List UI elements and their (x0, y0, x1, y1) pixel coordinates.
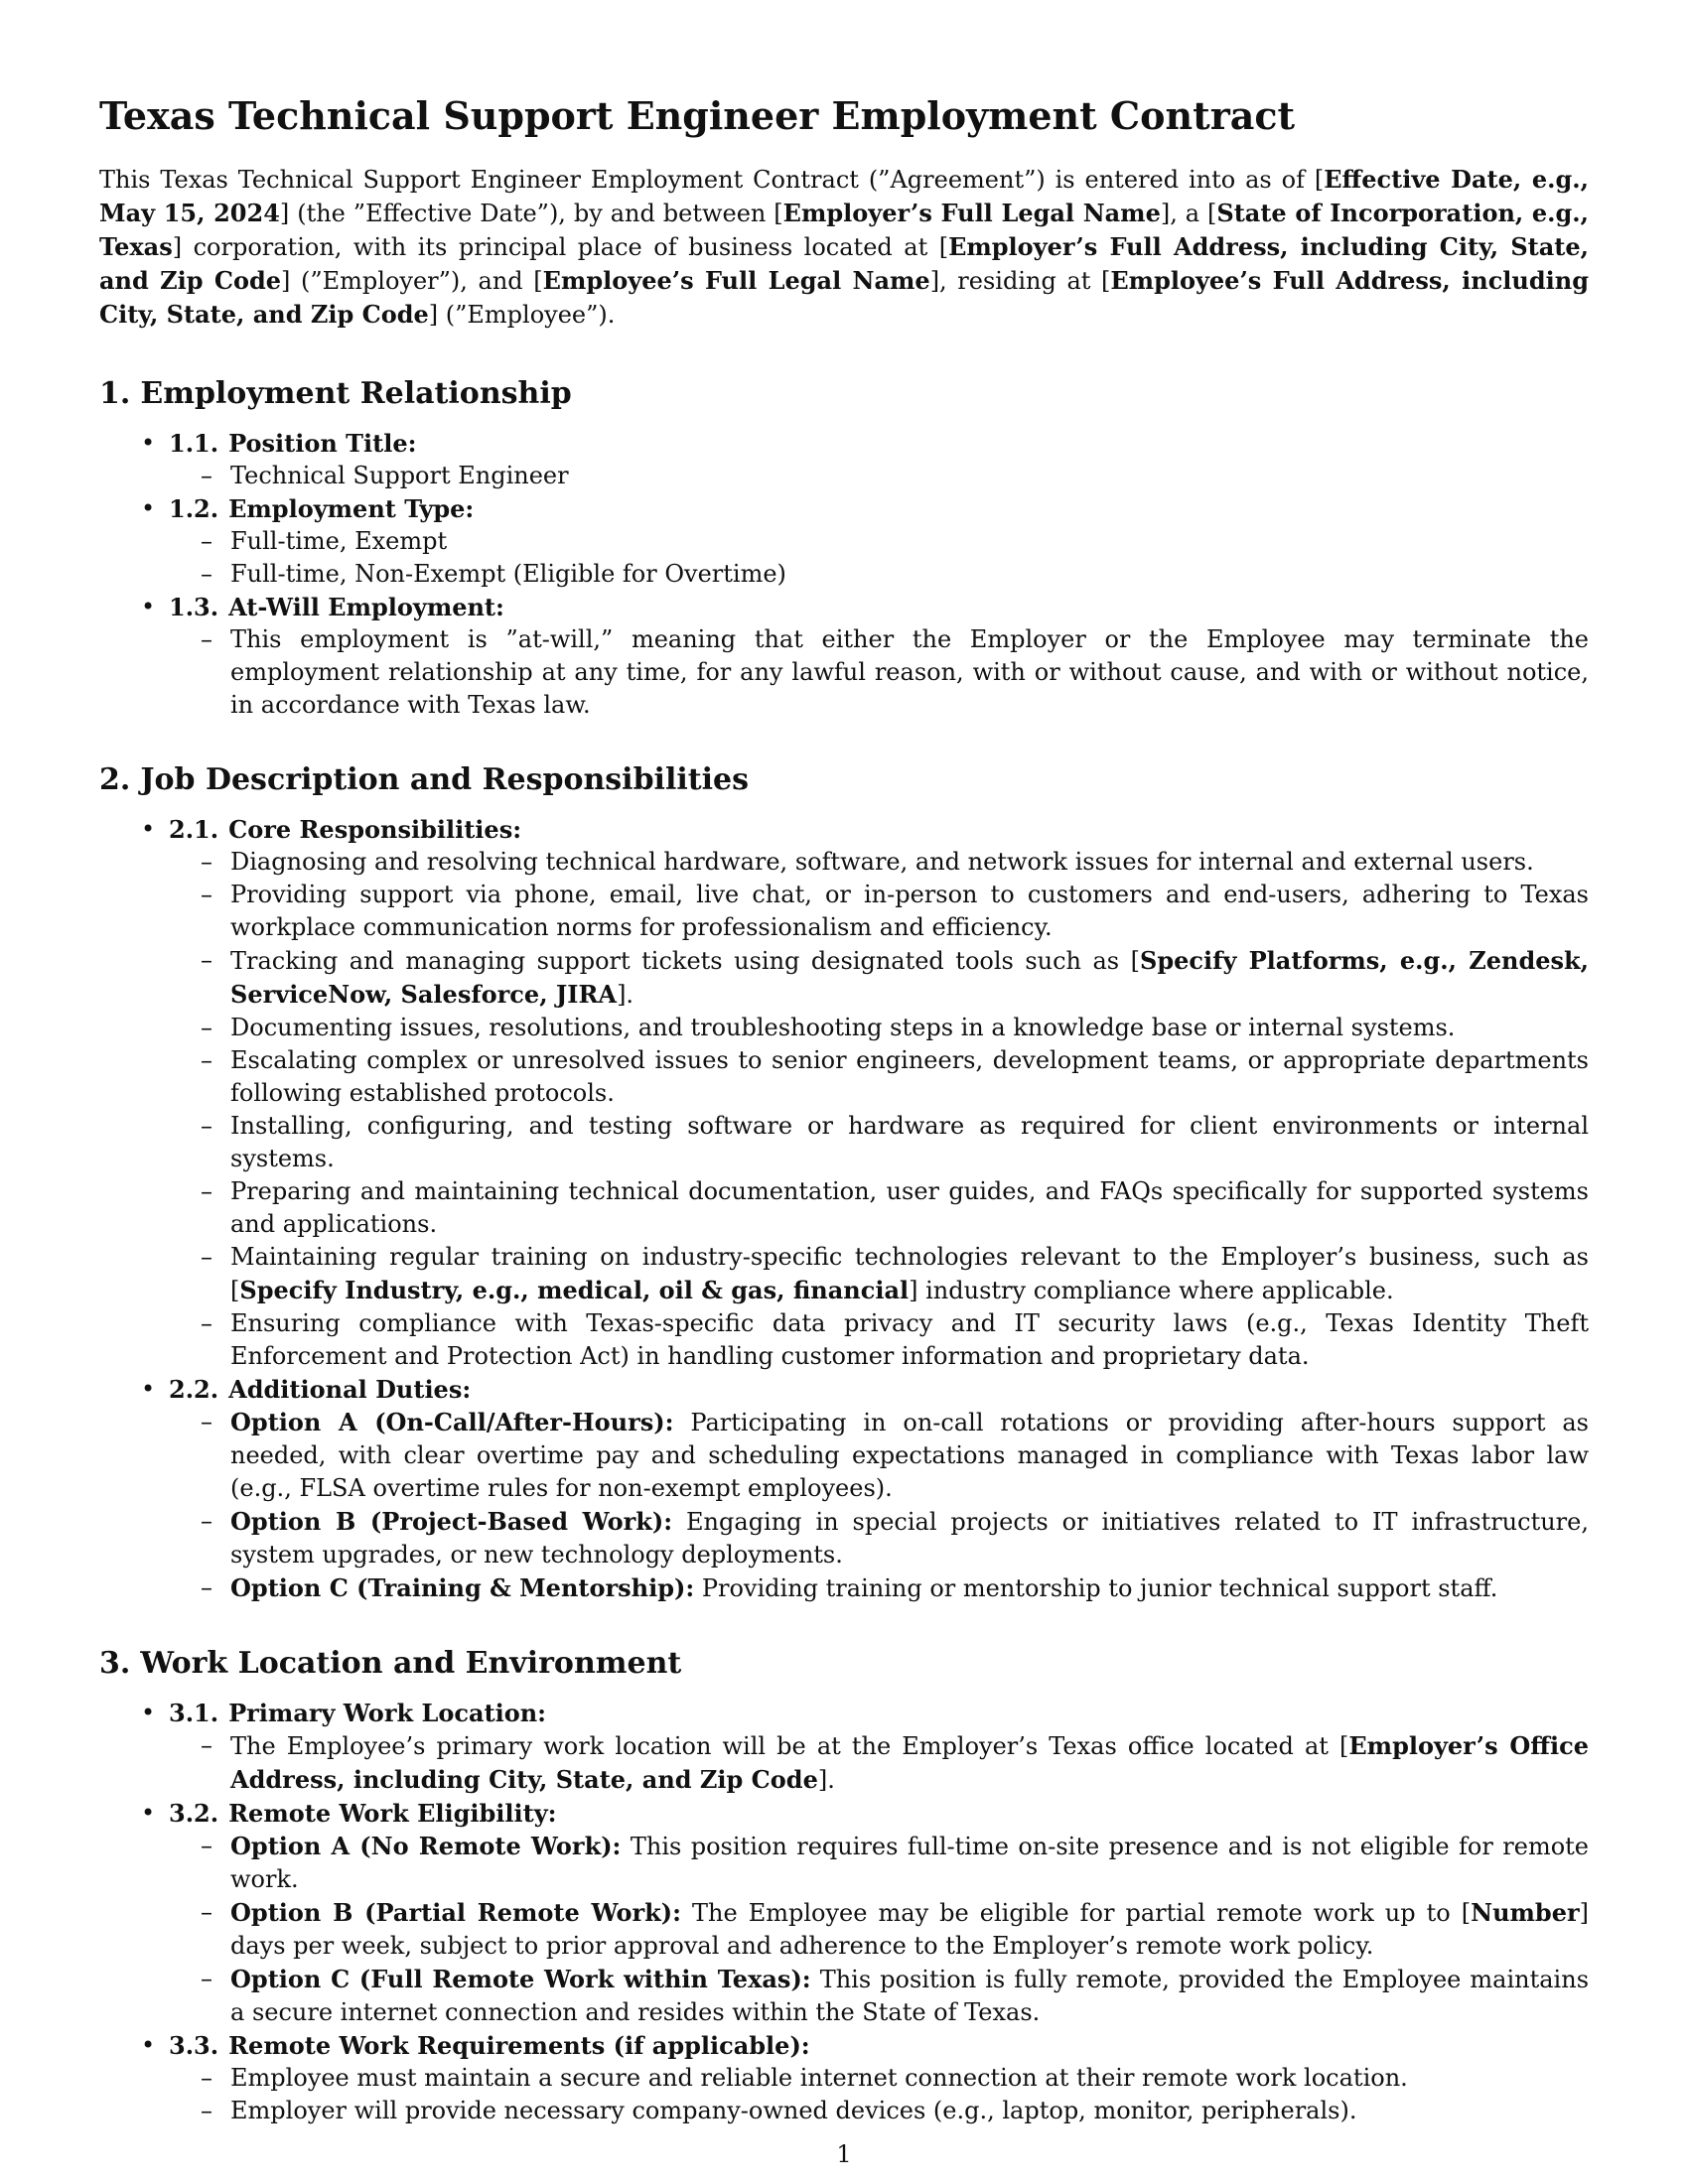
text-run: Technical Support Engineer (230, 462, 569, 489)
subclause-item (201, 879, 1589, 944)
clause-number: 3.2. (169, 1799, 219, 1828)
text-run: Ensuring compliance with Texas-specific data privacy and IT security laws (e.g., Texas Identity Theft Enforcement and Protection Act) in handling customer information and proprietary data. (230, 1309, 1589, 1370)
subclause-list (169, 1406, 1589, 1605)
bold-text: Option A (No Remote Work): (230, 1832, 622, 1860)
section-title: Work Location and Environment (140, 1646, 682, 1681)
clause-title (169, 1797, 1589, 1830)
subclause-item (201, 1896, 1589, 1963)
text-run: ] (”Employer”), and [ (281, 267, 543, 295)
document-page (99, 79, 1589, 2167)
subclause-item (201, 1963, 1589, 2029)
bold-text: Specify Industry, e.g., medical, oil & gas, financial (239, 1276, 910, 1304)
subclause-item (201, 525, 1589, 558)
clause-number: 3.1. (169, 1699, 219, 1727)
clause-title (169, 591, 1589, 623)
text-run: Providing training or mentorship to junior technical support staff. (694, 1574, 1498, 1602)
text-run: This employment is ”at-will,” meaning that either the Employer or the Employee may terminate the employment relationship at any time, for any lawful reason, with or without cause, and with or without notice, in accordance with Texas law. (230, 625, 1589, 719)
section-number: 3. (99, 1646, 131, 1681)
text-run: This position is fully remote, provided the Employee maintains a secure internet connection and resides within the State of Texas. (230, 1966, 1590, 2026)
text-run: Employee must maintain a secure and reliable internet connection at their remote work location. (230, 2064, 1408, 2092)
page-number: 1 (836, 2140, 852, 2168)
clause-item (135, 2029, 1589, 2127)
clause-item (135, 1697, 1589, 1797)
section-number: 1. (99, 376, 131, 411)
subclause-item (201, 1307, 1589, 1373)
section-3 (99, 1645, 1589, 2127)
text-run: Documenting issues, resolutions, and troubleshooting steps in a knowledge base or internal systems. (230, 1014, 1456, 1041)
text-run: ] corporation, with its principal place of business located at [ (172, 233, 949, 261)
intro-paragraph (99, 163, 1589, 332)
bold-text: Option A (On-Call/After-Hours): (230, 1408, 674, 1436)
bold-text: Option C (Full Remote Work within Texas): (230, 1965, 811, 1993)
bold-text: Employee’s Full Legal Name (542, 266, 930, 295)
clause-item (135, 1797, 1589, 2029)
clause-number: 1.2. (169, 494, 219, 523)
text-run: Escalating complex or unresolved issues to senior engineers, development teams, or appropriate departments following established protocols. (230, 1046, 1589, 1107)
text-run: Full-time, Non-Exempt (Eligible for Overtime) (230, 560, 786, 588)
text-run: Installing, configuring, and testing software or hardware as required for client environments or internal systems. (230, 1112, 1589, 1172)
clause-title (169, 1697, 1589, 1729)
text-run: This Texas Technical Support Engineer Employment Contract (”Agreement”) is entered into as of [ (99, 166, 1325, 194)
bold-text: Number (1471, 1898, 1580, 1927)
clause-number: 2.1. (169, 815, 219, 844)
subclause-list (169, 525, 1589, 591)
text-run: Employer will provide necessary company-owned devices (e.g., laptop, monitor, peripherals). (230, 2097, 1357, 2124)
subclause-item (201, 1044, 1589, 1110)
clause-item (135, 427, 1589, 492)
clause-title (169, 492, 1589, 525)
subclause-item (201, 1012, 1589, 1044)
text-run: ], residing at [ (929, 267, 1111, 295)
text-run: ] (the ”Effective Date”), by and between [ (279, 200, 783, 227)
subclause-item (201, 1830, 1589, 1896)
clause-number: 1.1. (169, 429, 219, 458)
text-run: Tracking and managing support tickets using designated tools such as [ (230, 947, 1140, 975)
bold-text: Employee’s Full Address, including City, State, and Zip Code (99, 266, 1589, 329)
bold-text: State of Incorporation, e.g., Texas (99, 199, 1590, 261)
subclause-list (169, 1729, 1589, 1797)
section-number: 2. (99, 762, 131, 797)
subclause-list (169, 1830, 1589, 2029)
subclause-list (169, 846, 1589, 1373)
bold-text: Option C (Training & Mentorship): (230, 1573, 695, 1602)
sections-container (99, 375, 1589, 2127)
subclause-item (201, 1175, 1589, 1241)
clause-item (135, 492, 1589, 591)
text-run: Preparing and maintaining technical documentation, user guides, and FAQs specifically for supported systems and applications. (230, 1177, 1589, 1238)
subclause-item (201, 2062, 1589, 2095)
text-run: ] industry compliance where applicable. (909, 1277, 1394, 1304)
bold-text: Employer’s Office Address, including City, State, and Zip Code (230, 1731, 1589, 1794)
clause-list (99, 813, 1589, 1605)
subclause-item (201, 558, 1589, 591)
section-heading (99, 761, 1589, 799)
section-heading (99, 1645, 1589, 1683)
subclause-list (169, 2062, 1589, 2127)
clause-item (135, 813, 1589, 1373)
bold-text: Employer’s Full Legal Name (782, 199, 1161, 227)
clause-list (99, 427, 1589, 722)
clause-number: 2.2. (169, 1375, 219, 1404)
subclause-item (201, 1505, 1589, 1571)
bold-text: Option B (Project-Based Work): (230, 1507, 673, 1536)
text-run: ], a [ (1160, 200, 1217, 227)
section-heading (99, 375, 1589, 413)
clause-item (135, 591, 1589, 722)
clause-title-text: Remote Work Eligibility: (228, 1799, 557, 1828)
bold-text: Specify Platforms, e.g., Zendesk, ServiceNow, Salesforce, JIRA (230, 946, 1590, 1009)
clause-title (169, 427, 1589, 460)
text-run: Providing support via phone, email, live chat, or in-person to customers and end-users, adhering to Texas workplace communication norms for professionalism and efficiency. (230, 881, 1589, 941)
clause-item (135, 1373, 1589, 1605)
clause-title-text: At-Will Employment: (228, 593, 504, 621)
text-run: The Employee’s primary work location will be at the Employer’s Texas office located at [ (230, 1732, 1349, 1760)
clause-title (169, 813, 1589, 846)
subclause-item (201, 1729, 1589, 1797)
clause-title-text: Primary Work Location: (228, 1699, 547, 1727)
text-run: This position requires full-time on-site presence and is not eligible for remote work. (230, 1833, 1589, 1893)
text-run: ] (”Employee”). (428, 301, 616, 329)
clause-title-text: Additional Duties: (228, 1375, 472, 1404)
bold-text: Employer’s Full Address, including City, State, and Zip Code (99, 232, 1589, 295)
text-run: The Employee may be eligible for partial remote work up to [ (680, 1899, 1472, 1927)
clause-title (169, 2029, 1589, 2062)
text-run: ] days per week, subject to prior approval and adherence to the Employer’s remote work policy. (230, 1899, 1589, 1960)
subclause-list (169, 623, 1589, 722)
bold-text: Option B (Partial Remote Work): (230, 1898, 681, 1927)
clause-number: 1.3. (169, 593, 219, 621)
text-run: ]. (817, 1766, 835, 1794)
clause-number: 3.3. (169, 2031, 219, 2060)
text-run: Diagnosing and resolving technical hardware, software, and network issues for internal and external users. (230, 848, 1534, 876)
text-run: ]. (617, 981, 634, 1009)
subclause-item (201, 1241, 1589, 1307)
document-title: Texas Technical Support Engineer Employment Contract (99, 93, 1296, 138)
clause-title (169, 1373, 1589, 1406)
section-title: Job Description and Responsibilities (140, 762, 749, 797)
section-2 (99, 761, 1589, 1605)
clause-list (99, 1697, 1589, 2127)
section-1 (99, 375, 1589, 722)
subclause-list (169, 460, 1589, 492)
bold-text: Effective Date, e.g., May 15, 2024 (99, 165, 1589, 227)
clause-title-text: Employment Type: (228, 494, 475, 523)
subclause-item (201, 623, 1589, 722)
subclause-item (201, 944, 1589, 1012)
subclause-item (201, 1110, 1589, 1175)
section-title: Employment Relationship (140, 376, 572, 411)
subclause-item (201, 460, 1589, 492)
subclause-item (201, 846, 1589, 879)
text-run: Engaging in special projects or initiatives related to IT infrastructure, system upgrades, or new technology deployments. (230, 1508, 1589, 1569)
text-run: Maintaining regular training on industry-specific technologies relevant to the Employer’s business, such as [ (230, 1243, 1589, 1304)
subclause-item (201, 1571, 1589, 1605)
subclause-item (201, 1406, 1589, 1505)
subclause-item (201, 2095, 1589, 2127)
text-run: Participating in on-call rotations or providing after-hours support as needed, with clear overtime pay and scheduling expectations managed in compliance with Texas labor law (e.g., FLSA overtime rules for non-exempt employees). (230, 1409, 1589, 1502)
clause-title-text: Core Responsibilities: (228, 815, 522, 844)
clause-title-text: Remote Work Requirements (if applicable): (228, 2031, 810, 2060)
clause-title-text: Position Title: (228, 429, 417, 458)
text-run: Full-time, Exempt (230, 527, 448, 555)
